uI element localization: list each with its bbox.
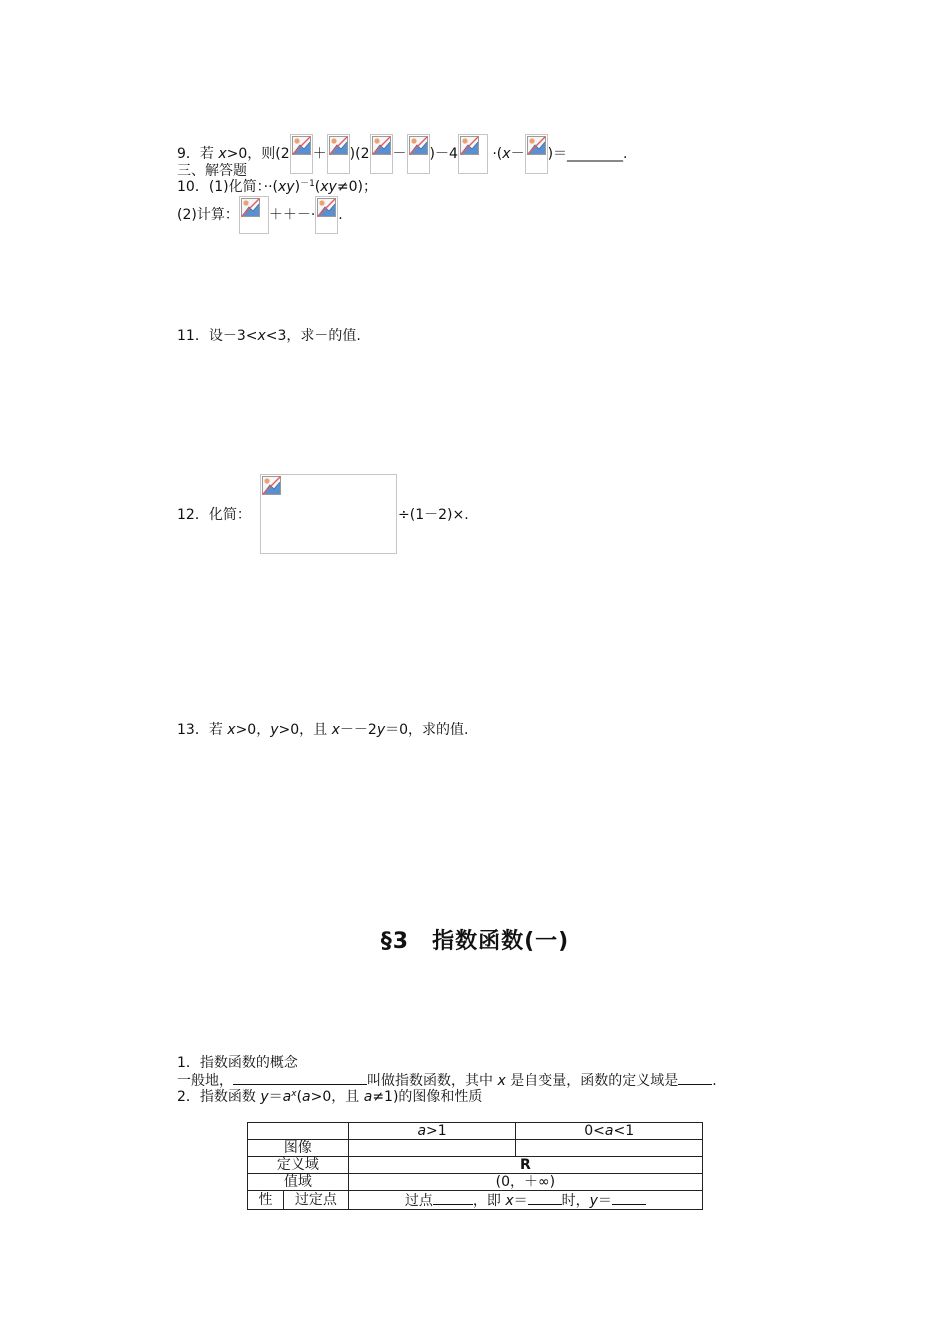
- q10-p1-paren: (: [314, 179, 321, 195]
- section-title: §3 指数函数(一): [380, 929, 570, 954]
- table-row: [248, 1140, 703, 1157]
- q10-var-xy: xy: [278, 179, 295, 195]
- graph-exp-x: x: [291, 1089, 297, 1099]
- graph-var-a2: a: [302, 1089, 311, 1105]
- q10-p1-prefix: 10．(1)化简：··(: [177, 179, 279, 195]
- graph-cond: >0，且: [310, 1089, 364, 1105]
- image-placeholder-icon: [525, 134, 548, 174]
- q10-p2-tail: .: [338, 207, 343, 223]
- fixed-blank-3: [612, 1191, 646, 1205]
- concept-blank-2: [678, 1071, 712, 1085]
- q9-number: 9．若: [177, 146, 219, 162]
- q10-p1-tail: ≠0)；: [336, 179, 377, 195]
- table-row: [248, 1191, 703, 1210]
- image-placeholder-icon: [290, 134, 313, 174]
- fixed-c: ＝: [513, 1193, 528, 1209]
- fixed-d: 时，: [561, 1193, 590, 1209]
- table-cell-empty: [516, 1140, 703, 1157]
- q13-tail: ＝0，求的值.: [385, 722, 469, 738]
- q12-prefix: 12．化简：: [177, 507, 251, 523]
- q9-var-x: x: [218, 146, 227, 162]
- fixed-blank-1: [433, 1191, 473, 1205]
- q10-p2-mid: ＋＋－·: [268, 207, 316, 223]
- properties-table: [247, 1122, 703, 1210]
- q13-var-x2: x: [331, 722, 340, 738]
- q13-c: －－2: [339, 722, 377, 738]
- table-cell-empty: [348, 1140, 516, 1157]
- broken-image-icon: [372, 136, 391, 155]
- graph-prefix: 2．指数函数: [177, 1089, 261, 1105]
- table-cell-empty: [248, 1123, 349, 1140]
- broken-image-icon: [317, 198, 336, 217]
- section-heading-answers: 三、解答题: [177, 163, 247, 179]
- broken-image-icon: [262, 476, 281, 495]
- concept-var-x: x: [497, 1073, 506, 1089]
- table-row: [248, 1174, 703, 1191]
- broken-image-icon: [409, 136, 428, 155]
- q9-condition: >0，则(2: [226, 146, 290, 162]
- row-label-image: 图像: [248, 1140, 349, 1157]
- graph-heading: [177, 1088, 482, 1106]
- question-10-part-2: [177, 196, 343, 234]
- broken-image-icon: [460, 136, 479, 155]
- q13-prefix: 13．若: [177, 722, 228, 738]
- row-label-domain: 定义域: [248, 1157, 349, 1174]
- image-placeholder-icon: [315, 196, 338, 234]
- q10-var-xy2: xy: [320, 179, 337, 195]
- q9-plus: ＋: [312, 146, 327, 162]
- header-cond: >1: [426, 1123, 447, 1139]
- fixed-b: ，即: [472, 1193, 506, 1209]
- q13-var-y2: y: [376, 722, 386, 738]
- row-label-property: 性: [248, 1191, 284, 1210]
- table-header-a-gt-1: [348, 1123, 516, 1140]
- graph-var-y: y: [260, 1089, 269, 1105]
- question-11: [177, 327, 361, 345]
- broken-image-icon: [292, 136, 311, 155]
- domain-value: R: [348, 1157, 702, 1174]
- broken-image-icon: [329, 136, 348, 155]
- graph-eq: ＝: [268, 1089, 283, 1105]
- concept-tail: 是自变量，函数的定义域是: [505, 1073, 679, 1089]
- graph-tail: ≠1)的图像和性质: [372, 1089, 483, 1105]
- image-placeholder-icon: [239, 196, 269, 234]
- q10-p2-prefix: (2)计算：: [177, 207, 239, 223]
- fixed-point-value: [348, 1191, 702, 1210]
- q9-tail: )＝________.: [547, 146, 628, 162]
- header-cond-a: 0<: [584, 1123, 605, 1139]
- row-label-fixed-point: 过定点: [283, 1191, 348, 1210]
- fixed-var-x: x: [505, 1193, 514, 1209]
- q9-mid: )(2: [349, 146, 370, 162]
- image-placeholder-large-icon: [260, 474, 397, 554]
- q9-var-x2: x: [502, 146, 511, 162]
- table-row: [248, 1157, 703, 1174]
- q10-exponent: －1: [300, 179, 315, 189]
- image-placeholder-icon: [407, 134, 430, 174]
- concept-end: .: [712, 1073, 717, 1089]
- q9-minus: －: [392, 146, 407, 162]
- fixed-var-y: y: [589, 1193, 598, 1209]
- header-var-a: a: [417, 1123, 427, 1139]
- broken-image-icon: [241, 198, 260, 217]
- graph-var-a: a: [282, 1089, 292, 1105]
- image-placeholder-icon: [327, 134, 350, 174]
- graph-paren: (: [296, 1089, 303, 1105]
- q9-dot: ·(: [487, 146, 503, 162]
- row-label-range: 值域: [248, 1174, 349, 1191]
- q10-p1-mid: ): [294, 179, 301, 195]
- question-12: [177, 506, 251, 524]
- fixed-blank-2: [528, 1191, 562, 1205]
- question-12-tail: ÷(1－2)×.: [398, 507, 469, 523]
- q11-var-x: x: [257, 328, 266, 344]
- fixed-a: 过点: [404, 1193, 433, 1209]
- concept-blank-1: [233, 1071, 367, 1085]
- concept-prefix: 一般地，: [177, 1073, 233, 1089]
- question-10-part-1: [177, 178, 377, 196]
- concept-heading: 1．指数函数的概念: [177, 1055, 298, 1071]
- image-placeholder-icon: [458, 134, 488, 174]
- table-header-a-lt-1: [516, 1123, 703, 1140]
- q9-minus2: －: [510, 146, 525, 162]
- broken-image-icon: [527, 136, 546, 155]
- header-cond-c: <1: [613, 1123, 635, 1139]
- fixed-e: ＝: [597, 1193, 612, 1209]
- graph-var-a3: a: [363, 1089, 373, 1105]
- q13-b: >0，且: [278, 722, 332, 738]
- table-row: [248, 1123, 703, 1140]
- q9-close-minus4: )－4: [429, 146, 458, 162]
- q13-var-x: x: [227, 722, 236, 738]
- q13-a: >0，: [235, 722, 271, 738]
- q11-tail: <3，求－的值.: [265, 328, 361, 344]
- concept-mid: 叫做指数函数，其中: [367, 1073, 498, 1089]
- question-13: [177, 721, 468, 739]
- q13-var-y: y: [270, 722, 279, 738]
- image-placeholder-icon: [370, 134, 393, 174]
- range-value: (0，＋∞): [348, 1174, 702, 1191]
- header-var-a2: a: [604, 1123, 614, 1139]
- q11-prefix: 11．设－3<: [177, 328, 258, 344]
